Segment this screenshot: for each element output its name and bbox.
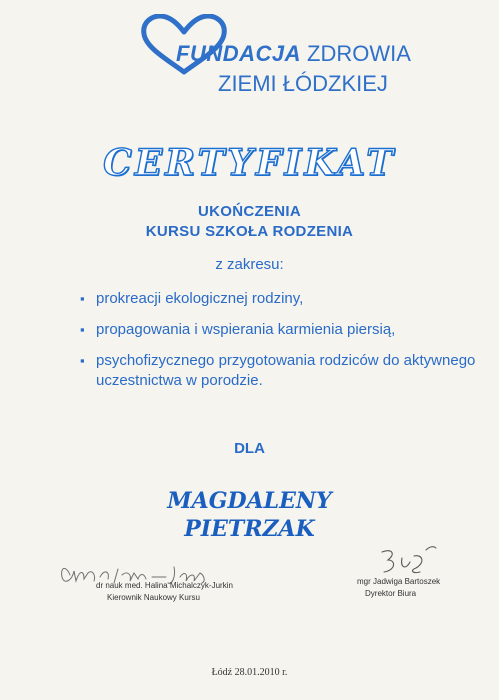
scope-list [80,289,480,402]
bullet-icon: ▪ [80,353,85,368]
place-and-date: Łódź 28.01.2010 r. [211,667,288,678]
bullet-icon: ▪ [80,291,85,306]
left-signatory-name: dr nauk med. Halina Michalczyk-Jurkin [96,581,233,590]
list-item-text: prokreacji ekologicznej rodziny, [96,290,304,307]
list-item-text: psychofizycznego przygotowania rodziców do aktywnego uczestnictwa w porodzie. [96,352,476,389]
for-label: DLA [234,440,265,457]
list-item-text: propagowania i wspierania karmienia piersią, [96,321,396,338]
certificate-title: CERTYFIKAT [103,142,396,184]
left-signatory-role: Kierownik Naukowy Kursu [107,593,200,602]
right-signatory-name: mgr Jadwiga Bartoszek [357,577,441,586]
recipient-last-name: PIETRZAK [184,516,315,542]
list-item [80,351,480,391]
right-signature [330,540,450,610]
list-item [80,320,480,340]
logo-light-word: ZDROWIA [307,41,411,66]
list-item [80,289,480,309]
logo-title-line1 [176,42,411,66]
right-signatory-role: Dyrektor Biura [365,589,417,598]
bullet-icon: ▪ [80,322,85,337]
subtitle-line2: KURSU SZKOŁA RODZENIA [145,223,354,240]
scope-label: z zakresu: [215,256,284,273]
logo-bold-word: FUNDACJA [176,41,301,66]
logo-title-line2: ZIEMI ŁÓDZKIEJ [218,71,388,96]
subtitle-line1: UKOŃCZENIA [198,203,301,220]
foundation-logo [138,14,411,96]
recipient-first-name: MAGDALENY [167,488,332,514]
